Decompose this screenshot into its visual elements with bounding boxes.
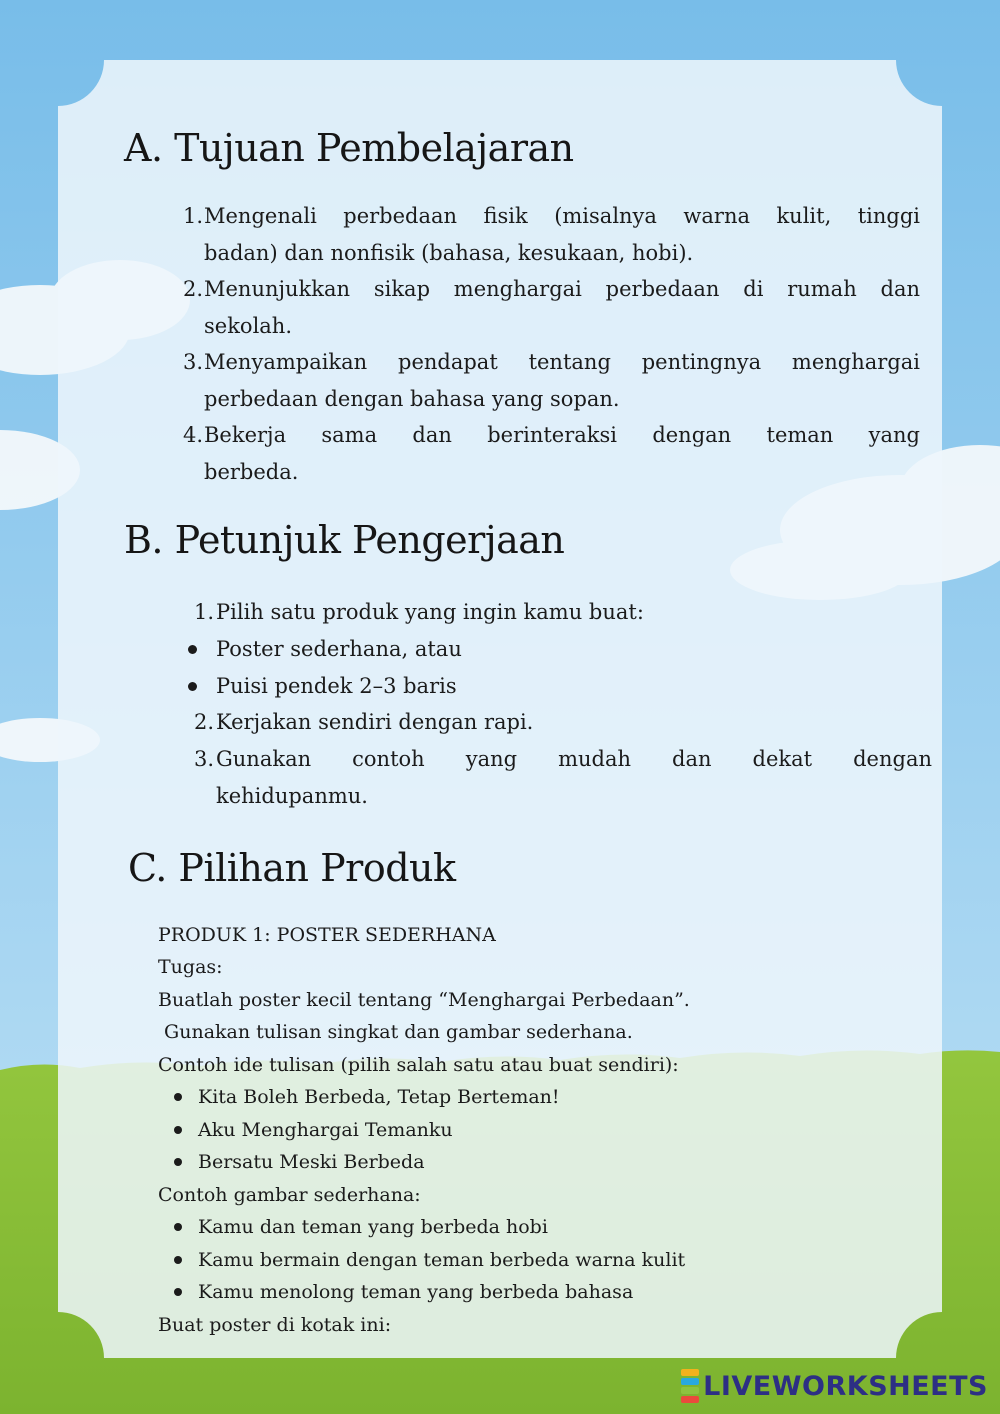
task-label: Tugas: — [158, 956, 223, 978]
list-item: Kamu menolong teman yang berbeda bahasa — [198, 1281, 634, 1303]
watermark-text: LIVEWORKSHEETS — [703, 1370, 988, 1402]
liveworksheets-watermark — [681, 1366, 988, 1406]
bullet-icon — [174, 1093, 182, 1101]
bullet-icon — [174, 1223, 182, 1231]
list-item: Kita Boleh Berbeda, Tetap Berteman! — [198, 1086, 560, 1108]
list-item: Aku Menghargai Temanku — [198, 1119, 453, 1141]
task-text: Buatlah poster kecil tentang “Menghargai Perbedaan”. — [158, 989, 690, 1011]
list-item: Kamu bermain dengan teman berbeda warna kulit — [198, 1249, 686, 1271]
poster-box-label: Buat poster di kotak ini: — [158, 1314, 392, 1336]
list-item: Kamu dan teman yang berbeda hobi — [198, 1216, 548, 1238]
live-logo-icon — [681, 1369, 699, 1403]
bullet-icon — [188, 682, 197, 691]
bullet-icon — [174, 1158, 182, 1166]
picture-label: Contoh gambar sederhana: — [158, 1184, 421, 1206]
idea-label: Contoh ide tulisan (pilih salah satu atau buat sendiri): — [158, 1054, 679, 1076]
product-title: PRODUK 1: POSTER SEDERHANA — [158, 924, 496, 946]
bullet-icon — [188, 645, 197, 654]
bullet-icon — [174, 1288, 182, 1296]
bullet-icon — [174, 1256, 182, 1264]
task-text: Gunakan tulisan singkat dan gambar sederhana. — [158, 1021, 633, 1043]
bullet-icon — [174, 1126, 182, 1134]
list-item: Bersatu Meski Berbeda — [198, 1151, 425, 1173]
section-c-heading: C. Pilihan Produk — [128, 846, 456, 890]
section-a-heading: A. Tujuan Pembelajaran — [124, 126, 574, 170]
section-b-heading: B. Petunjuk Pengerjaan — [124, 518, 565, 562]
